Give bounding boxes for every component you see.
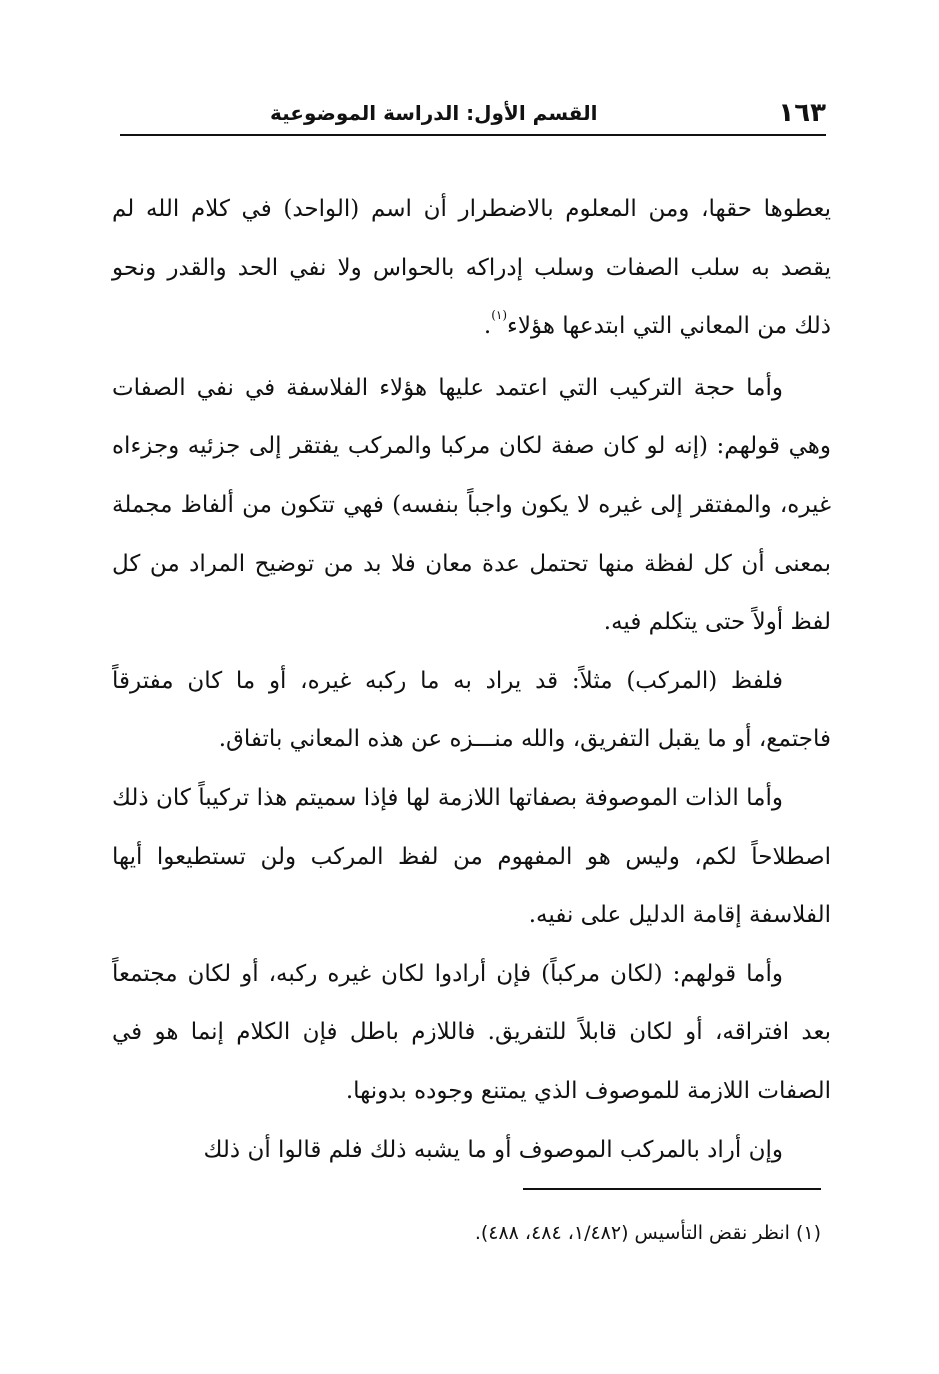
paragraph: وأما الذات الموصوفة بصفاتها اللازمة لها فإذا سميتم هذا تركيباً كان ذلك اصطلاحاً لكم، وليس هو المفهوم من لفظ المركب ولن تستطيعوا أيها الفلاسفة إقامة الدليل على نفيه.: [112, 784, 831, 929]
page-number: ١٦٣: [778, 98, 826, 128]
footnote-marker: (١): [491, 308, 508, 323]
paragraph-text: يعطوها حقها، ومن المعلوم بالاضطرار أن اسم (الواحد) في كلام الله لم يقصد به سلب الصفات وسلب إدراكه بالحواس ولا نفي الحد والقدر ونحو ذلك من المعاني التي ابتدعها هؤلاء: [112, 196, 831, 340]
footnote-separator: [523, 1188, 821, 1190]
paragraph: وأما قولهم: (لكان مركباً) فإن أرادوا لكان غيره ركبه، أو لكان مجتمعاً بعد افتراقه، أو لكان قابلاً للتفريق. فاللازم باطل فإن الكلام إنما هو في الصفات اللازمة للموصوف الذي يمتنع وجوده بدونها.: [112, 960, 831, 1104]
paragraph: وإن أراد بالمركب الموصوف أو ما يشبه ذلك فلم قالوا أن ذلك: [203, 1136, 783, 1163]
paragraph-end: .: [483, 313, 492, 340]
paragraph: [112, 180, 831, 359]
paragraph: وأما حجة التركيب التي اعتمد عليها هؤلاء الفلاسفة في نفي الصفات وهي قولهم: (إنه لو كان صفة لكان مركبا والمركب يفتقر إلى جزئيه وجزءاه غيره، والمفتقر إلى غيره لا يكون واجباً بنفسه) فهي تتكون من ألفاظ مجملة بمعنى أن كل لفظة منها تحتمل عدة معان فلا بد من توضيح المراد من كل لفظ أولاً حتى يتكلم فيه.: [112, 374, 831, 636]
page-header: [120, 92, 826, 136]
running-title: القسم الأول: الدراسة الموضوعية: [270, 101, 598, 125]
paragraph: فلفظ (المركب) مثلاً: قد يراد به ما ركبه غيره، أو ما كان مفترقاً فاجتمع، أو ما يقبل التفريق، والله منـــزه عن هذه المعاني باتفاق.: [112, 667, 831, 753]
main-text: [112, 180, 831, 1179]
footnote: (١) انظر نقض التأسيس (١/٤٨٢، ٤٨٤، ٤٨٨).: [474, 1222, 821, 1244]
